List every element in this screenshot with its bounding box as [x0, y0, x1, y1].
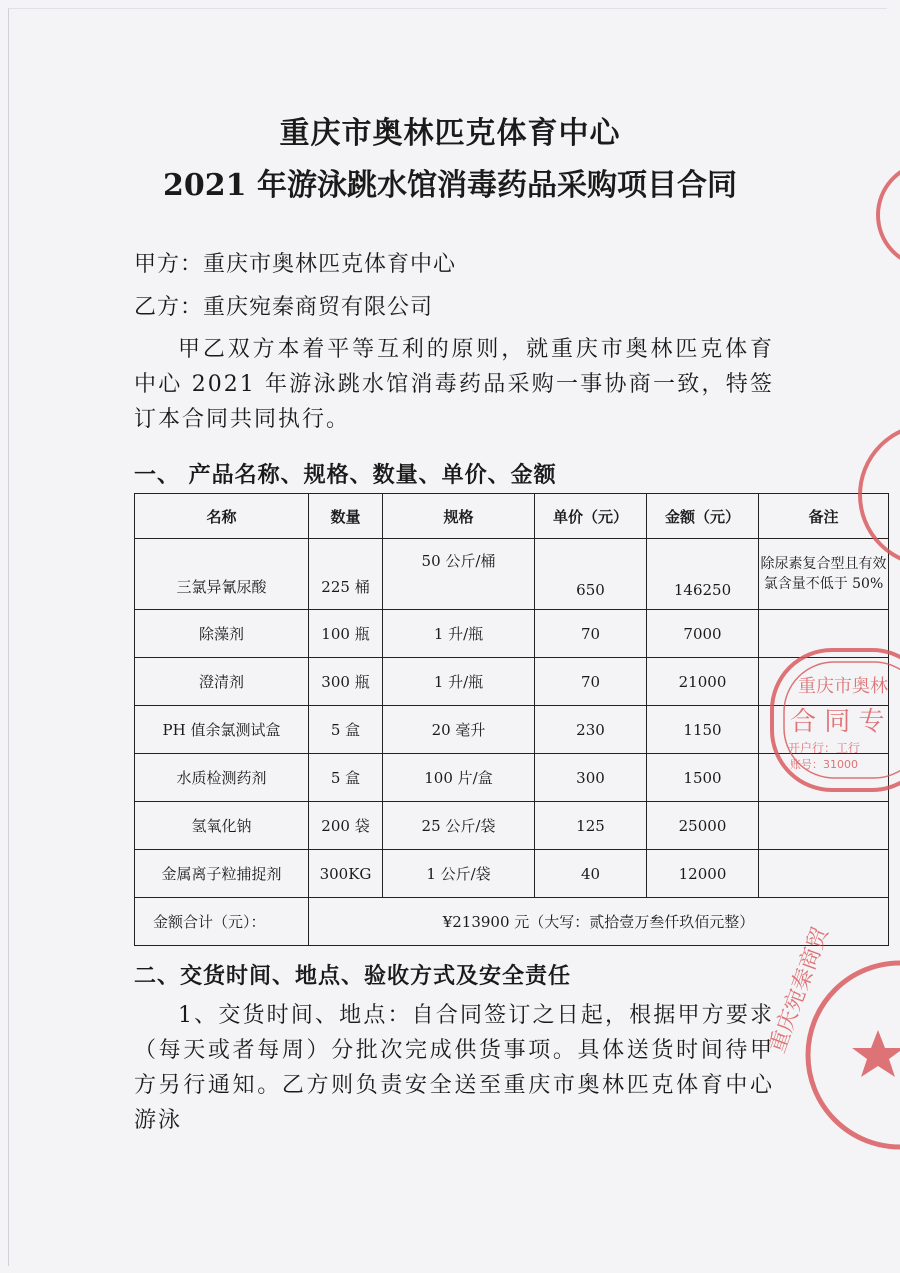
company-seal-text: 重庆宛秦商贸 [765, 923, 834, 1057]
cell-price: 70 [535, 658, 647, 706]
cell-price: 125 [535, 802, 647, 850]
cell-qty: 200 袋 [309, 802, 383, 850]
cell-spec: 1 升/瓶 [383, 658, 535, 706]
cell-name: PH 值余氯测试盒 [135, 706, 309, 754]
cell-price: 650 [576, 581, 605, 599]
cell-note: 除尿素复合型且有效氯含量不低于 50% [759, 539, 889, 610]
delivery-paragraph: 1、交货时间、地点：自合同签订之日起，根据甲方要求（每天或者每周）分批次完成供货事项。具体送货时间待甲方另行通知。乙方则负责安全送至重庆市奥林匹克体育中心游泳 [134, 1003, 774, 1133]
header-qty: 数量 [309, 494, 383, 539]
table-row [135, 802, 889, 850]
contract-seal [760, 640, 900, 800]
table-total-row [135, 898, 889, 946]
cell-spec: 1 升/瓶 [383, 610, 535, 658]
contract-title-line2: 2021 年游泳跳水馆消毒药品采购项目合同 [163, 168, 737, 203]
cell-amount: 146250 [673, 581, 732, 599]
cell-amount: 25000 [647, 802, 759, 850]
company-seal [765, 923, 900, 1150]
cell-name: 除藻剂 [135, 610, 309, 658]
table-header-row [135, 494, 889, 539]
contract-seal-no: 账号：31000 [790, 758, 858, 771]
cell-amount: 1150 [647, 706, 759, 754]
cell-spec: 25 公斤/袋 [383, 802, 535, 850]
table-row [135, 850, 889, 898]
contract-seal-word: 合 同 专 [790, 707, 885, 737]
contract-title-line1: 重庆市奥林匹克体育中心 [279, 116, 621, 151]
partial-seal-right [850, 420, 900, 570]
intro-paragraph: 甲乙双方本着平等互利的原则，就重庆市奥林匹克体育中心 2021 年游泳跳水馆消毒药品采购一事协商一致，特签订本合同共同执行。 [134, 337, 774, 432]
party-a: 甲方：重庆市奥林匹克体育中心 [134, 252, 457, 277]
cell-amount: 12000 [647, 850, 759, 898]
cell-spec: 1 公斤/袋 [383, 850, 535, 898]
total-value: ¥213900 元（大写：贰拾壹万叁仟玖佰元整） [309, 898, 889, 946]
contract-seal-name: 重庆市奥林 [798, 676, 888, 697]
cell-amount: 21000 [647, 658, 759, 706]
cell-name: 水质检测药剂 [135, 754, 309, 802]
cell-qty: 300KG [309, 850, 383, 898]
cell-qty: 225 桶 [321, 577, 370, 596]
cell-spec: 20 毫升 [383, 706, 535, 754]
cell-name: 金属离子粒捕捉剂 [135, 850, 309, 898]
cell-qty: 100 瓶 [309, 610, 383, 658]
cell-note [759, 850, 889, 898]
section2-heading: 二、交货时间、地点、验收方式及安全责任 [134, 963, 572, 989]
cell-amount: 7000 [647, 610, 759, 658]
header-price: 单价（元） [535, 494, 647, 539]
star-icon [852, 1030, 900, 1077]
header-name: 名称 [135, 494, 309, 539]
cell-qty: 300 瓶 [309, 658, 383, 706]
cell-price: 300 [535, 754, 647, 802]
total-label: 金额合计（元）： [135, 898, 309, 946]
cell-qty: 5 盒 [309, 706, 383, 754]
partial-seal-top [870, 160, 900, 270]
cell-price: 230 [535, 706, 647, 754]
contract-seal-bank: 开户行：工行 [788, 741, 861, 755]
cell-spec: 50 公斤/桶 [421, 551, 496, 570]
cell-qty: 5 盒 [309, 754, 383, 802]
header-amount: 金额（元） [647, 494, 759, 539]
cell-name: 三氯异氰尿酸 [176, 577, 267, 596]
cell-amount: 1500 [647, 754, 759, 802]
section1-heading: 一、 产品名称、规格、数量、单价、金额 [134, 462, 557, 488]
table-row [135, 539, 889, 610]
party-b: 乙方：重庆宛秦商贸有限公司 [134, 295, 434, 320]
header-spec: 规格 [383, 494, 535, 539]
cell-spec: 100 片/盒 [383, 754, 535, 802]
cell-name: 澄清剂 [135, 658, 309, 706]
cell-note [759, 802, 889, 850]
cell-price: 40 [535, 850, 647, 898]
header-note: 备注 [759, 494, 889, 539]
cell-price: 70 [535, 610, 647, 658]
cell-name: 氢氧化钠 [135, 802, 309, 850]
